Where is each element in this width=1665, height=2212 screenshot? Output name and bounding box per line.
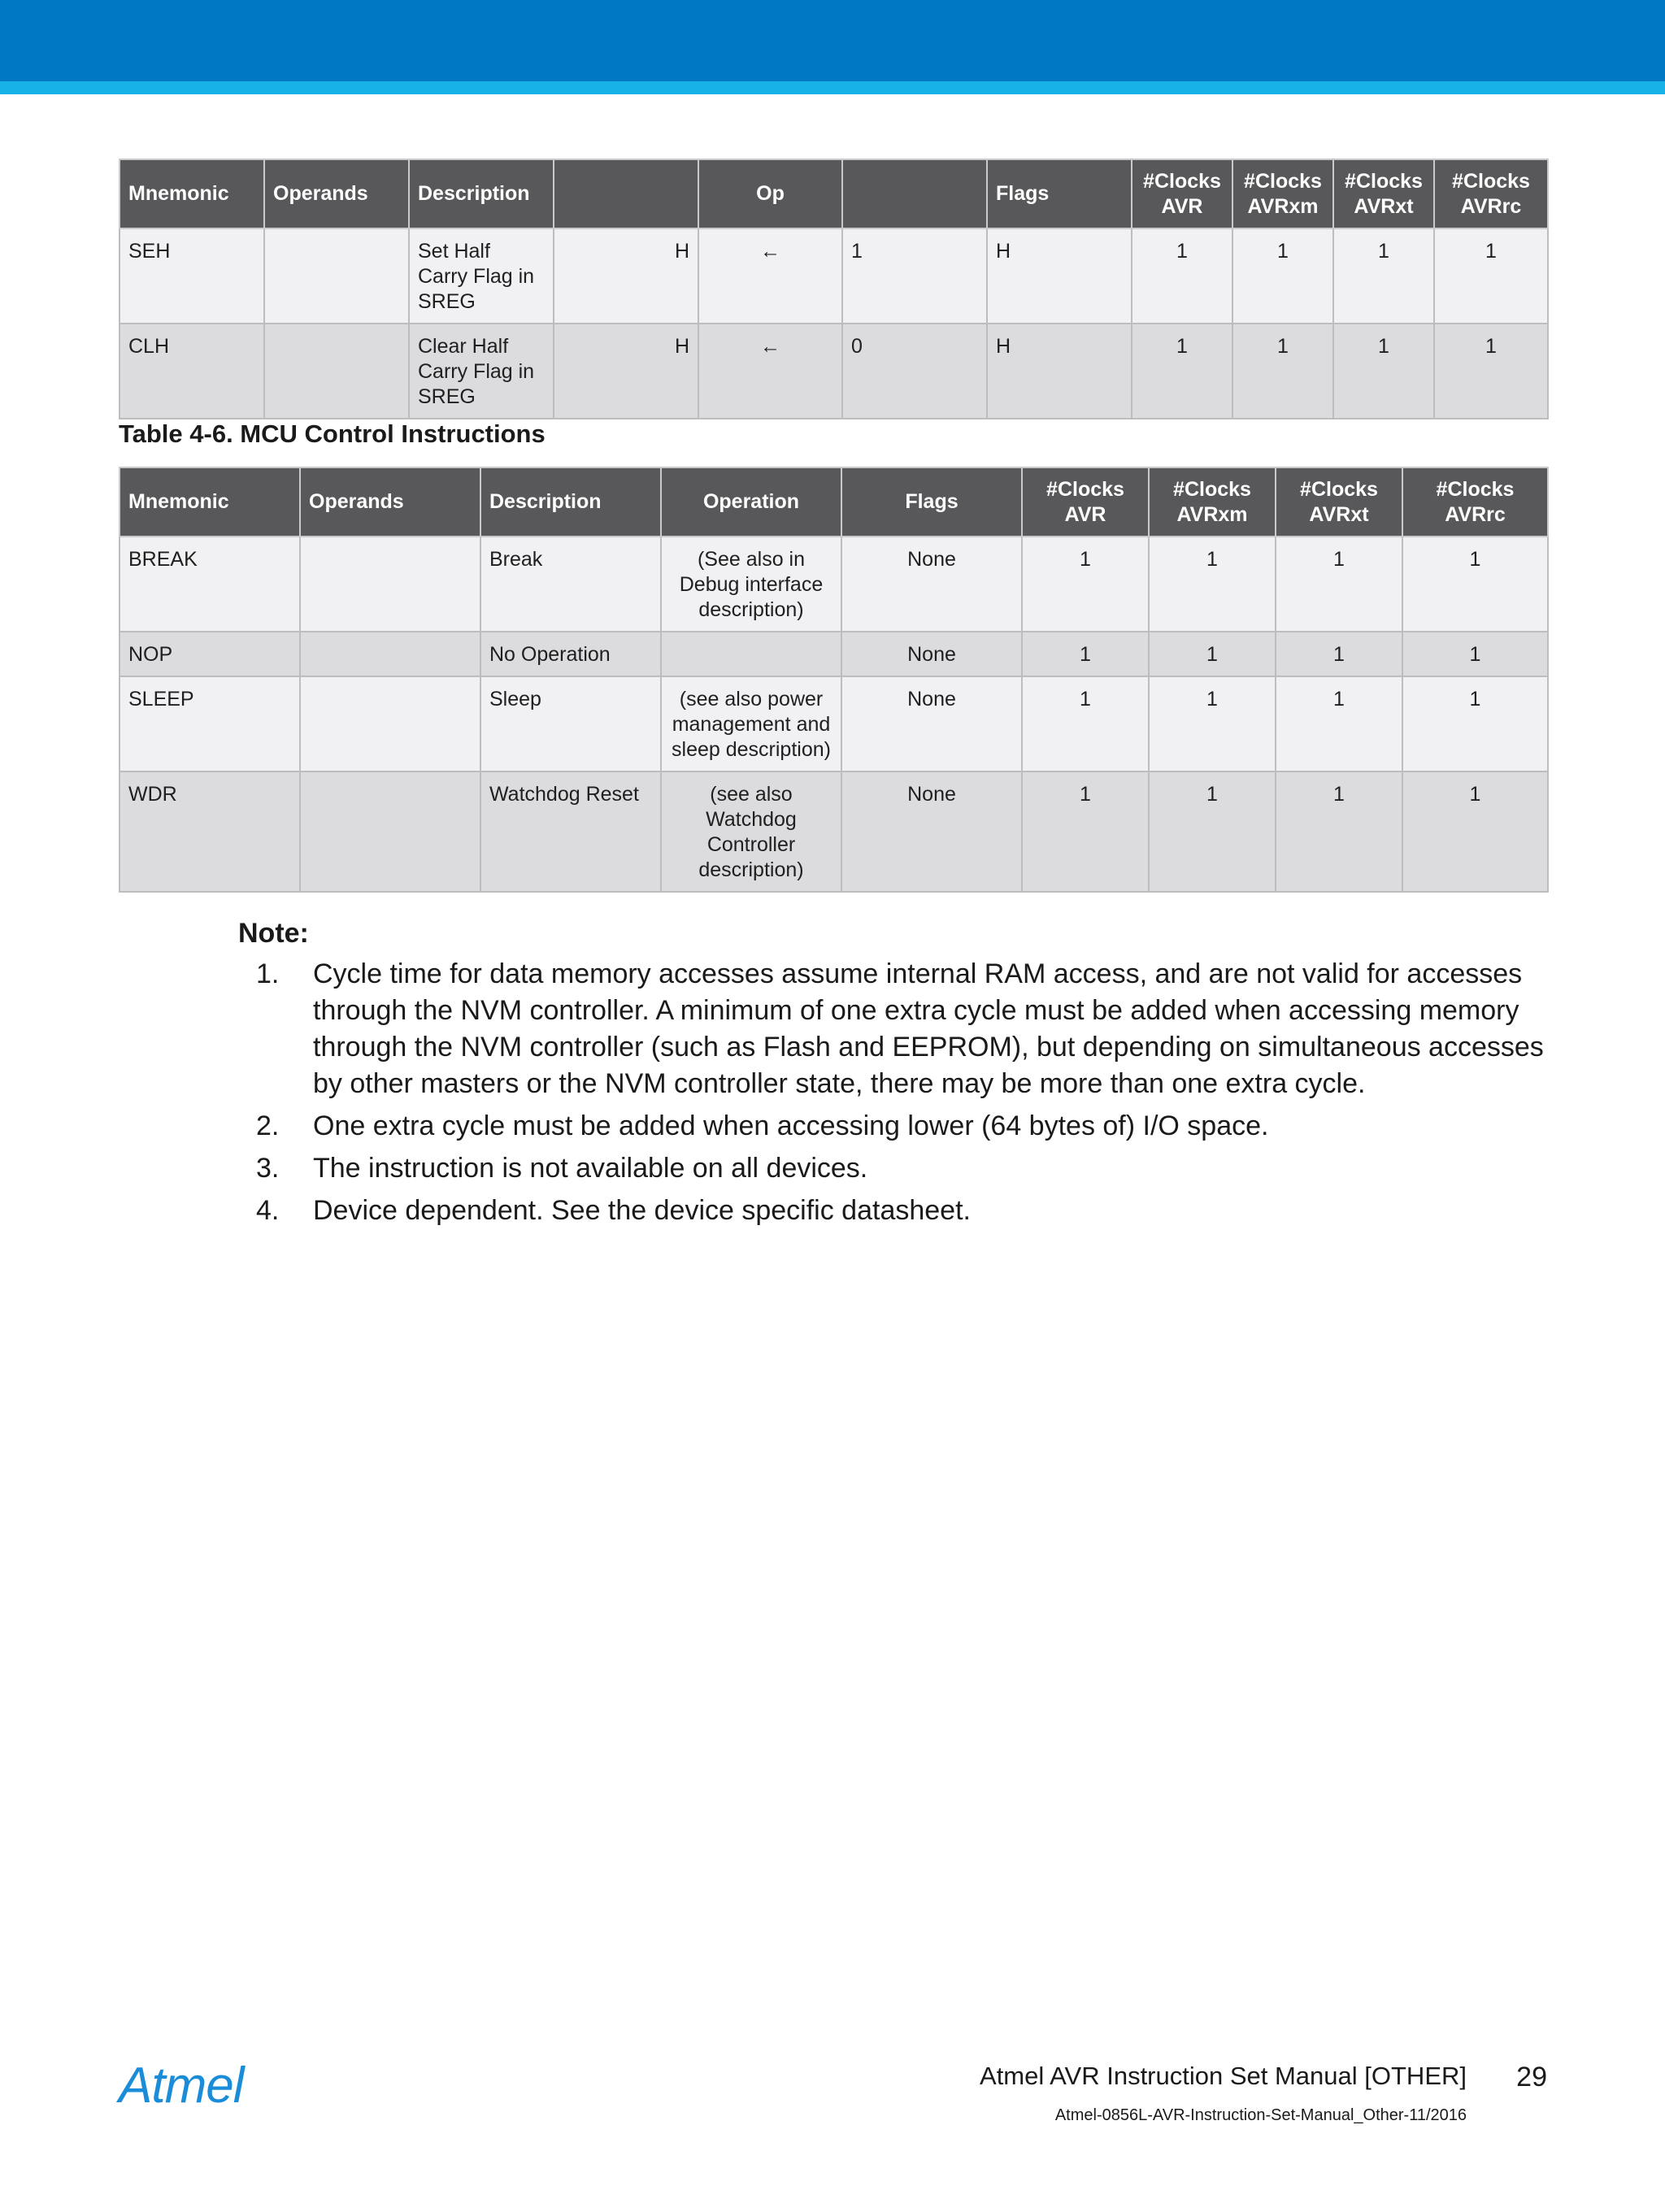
note-text: Cycle time for data memory accesses assume internal RAM access, and are not valid for accesses through the NVM controller. A minimum of one extra cycle must be added when accessing memory through the NVM controller (such as Flash and EEPROM), but depending on simultaneous accesses by other masters or the NVM controller state, there may be more than one extra cycle. [313, 958, 1544, 1099]
cell-clocks-avrxt: 1 [1276, 537, 1402, 632]
cell-clocks-avr: 1 [1132, 324, 1232, 419]
table-row [120, 771, 1548, 892]
col-header: Operation [661, 467, 841, 537]
cell-clocks-avrxt: 1 [1276, 676, 1402, 771]
cell-mnemonic: CLH [120, 324, 264, 419]
cell-flags: None [841, 676, 1022, 771]
cell-mnemonic: SLEEP [120, 676, 300, 771]
note-item [238, 956, 1555, 1102]
page-number: 29 [1516, 2062, 1547, 2092]
col-header: Mnemonic [120, 467, 300, 537]
cell-mnemonic: BREAK [120, 537, 300, 632]
cell-operands [300, 676, 480, 771]
col-header [1149, 467, 1276, 537]
table-row [120, 632, 1548, 676]
cell-clocks-avrxm: 1 [1232, 228, 1333, 324]
cell-description: No Operation [480, 632, 661, 676]
col-header [1022, 467, 1149, 537]
col-header-text: #Clocks AVRxt [1345, 169, 1423, 218]
col-header [1434, 159, 1548, 228]
cell-clocks-avrxm: 1 [1149, 771, 1276, 892]
table-caption: Table 4-6. MCU Control Instructions [119, 419, 546, 448]
cell-operands [264, 324, 409, 419]
cell-clocks-avrrc: 1 [1402, 676, 1548, 771]
cell-operands [300, 632, 480, 676]
note-number: 3. [256, 1153, 280, 1184]
cell-flags: None [841, 771, 1022, 892]
cell-mnemonic: WDR [120, 771, 300, 892]
cell-op-value: 0 [842, 324, 987, 419]
cell-flags: H [987, 324, 1132, 419]
notes-list [238, 956, 1555, 1235]
cell-clocks-avrrc: 1 [1434, 324, 1548, 419]
cell-clocks-avrrc: 1 [1402, 537, 1548, 632]
col-header-text: #Clocks AVRxm [1244, 169, 1322, 218]
cell-flags: H [987, 228, 1132, 324]
table-row [120, 324, 1548, 419]
note-number: 1. [256, 958, 280, 989]
col-header: Operands [300, 467, 480, 537]
cell-description: Set Half Carry Flag in SREG [409, 228, 554, 324]
col-header-text: #Clocks AVRrc [1452, 169, 1530, 218]
cell-description: Watchdog Reset [480, 771, 661, 892]
table-header-row [120, 467, 1548, 537]
col-header [1132, 159, 1232, 228]
cell-clocks-avrxm: 1 [1149, 632, 1276, 676]
header-band [0, 0, 1665, 81]
cell-clocks-avrxm: 1 [1149, 537, 1276, 632]
col-header: Operands [264, 159, 409, 228]
note-item [238, 1108, 1555, 1145]
instruction-table-continued [119, 159, 1549, 419]
note-number: 2. [256, 1110, 280, 1141]
col-header-text: #Clocks AVRrc [1436, 477, 1515, 526]
table-row [120, 537, 1548, 632]
note-text: Device dependent. See the device specific datasheet. [313, 1195, 971, 1226]
table-row [120, 676, 1548, 771]
col-header: Description [409, 159, 554, 228]
cell-clocks-avrxt: 1 [1276, 632, 1402, 676]
note-title: Note: [238, 918, 309, 949]
cell-clocks-avrrc: 1 [1402, 771, 1548, 892]
cell-clocks-avrxt: 1 [1276, 771, 1402, 892]
table-header-row [120, 159, 1548, 228]
cell-clocks-avr: 1 [1022, 676, 1149, 771]
col-header: Mnemonic [120, 159, 264, 228]
cell-mnemonic: SEH [120, 228, 264, 324]
col-header [1333, 159, 1434, 228]
footer-doc-id: Atmel-0856L-AVR-Instruction-Set-Manual_Other-11/2016 [1054, 2106, 1467, 2124]
table-row [120, 228, 1548, 324]
col-header: Description [480, 467, 661, 537]
cell-clocks-avrrc: 1 [1402, 632, 1548, 676]
col-header [1232, 159, 1333, 228]
cell-op-arrow: ← [698, 228, 842, 324]
cell-operation [661, 632, 841, 676]
cell-operands [264, 228, 409, 324]
note-item [238, 1150, 1555, 1187]
cell-operands [300, 537, 480, 632]
cell-clocks-avrxt: 1 [1333, 324, 1434, 419]
cell-operands [300, 771, 480, 892]
cell-op-target: H [554, 228, 698, 324]
cell-clocks-avr: 1 [1022, 771, 1149, 892]
cell-description: Clear Half Carry Flag in SREG [409, 324, 554, 419]
col-header-text: #Clocks AVRxt [1300, 477, 1378, 526]
cell-clocks-avr: 1 [1022, 537, 1149, 632]
col-header [554, 159, 698, 228]
footer-manual-title: Atmel AVR Instruction Set Manual [OTHER] [980, 2062, 1467, 2090]
col-header-text: #Clocks AVR [1143, 169, 1221, 218]
col-header [1276, 467, 1402, 537]
cell-operation: (See also in Debug interface description) [661, 537, 841, 632]
cell-flags: None [841, 537, 1022, 632]
header-stripe [0, 81, 1665, 94]
col-header-text: #Clocks AVR [1046, 477, 1124, 526]
cell-description: Break [480, 537, 661, 632]
col-header: Flags [987, 159, 1132, 228]
atmel-logo: Atmel [119, 2058, 244, 2114]
cell-clocks-avr: 1 [1022, 632, 1149, 676]
cell-operation: (see also power management and sleep description) [661, 676, 841, 771]
cell-description: Sleep [480, 676, 661, 771]
cell-clocks-avrxt: 1 [1333, 228, 1434, 324]
note-item [238, 1193, 1555, 1229]
note-text: One extra cycle must be added when accessing lower (64 bytes of) I/O space. [313, 1110, 1269, 1141]
cell-op-target: H [554, 324, 698, 419]
cell-clocks-avrrc: 1 [1434, 228, 1548, 324]
note-number: 4. [256, 1195, 280, 1226]
col-header: Op [698, 159, 842, 228]
cell-clocks-avr: 1 [1132, 228, 1232, 324]
col-header: Flags [841, 467, 1022, 537]
col-header [1402, 467, 1548, 537]
cell-clocks-avrxm: 1 [1149, 676, 1276, 771]
cell-mnemonic: NOP [120, 632, 300, 676]
cell-operation: (see also Watchdog Controller description) [661, 771, 841, 892]
mcu-control-table [119, 467, 1549, 893]
col-header [842, 159, 987, 228]
note-text: The instruction is not available on all devices. [313, 1153, 868, 1184]
cell-op-arrow: ← [698, 324, 842, 419]
cell-flags: None [841, 632, 1022, 676]
cell-clocks-avrxm: 1 [1232, 324, 1333, 419]
col-header-text: #Clocks AVRxm [1173, 477, 1251, 526]
cell-op-value: 1 [842, 228, 987, 324]
